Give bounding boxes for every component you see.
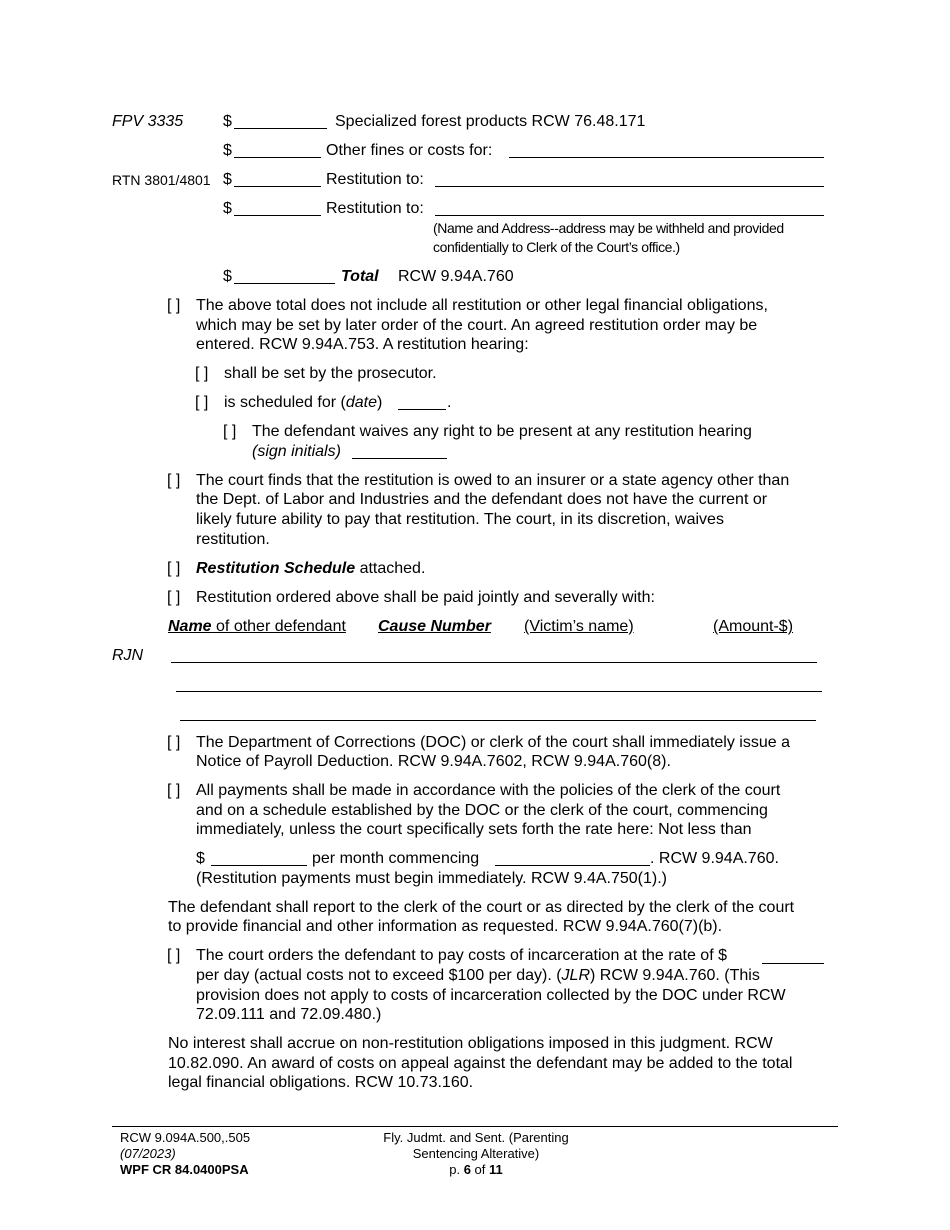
footer-title: Fly. Judmt. and Sent. (Parenting: [383, 1130, 569, 1145]
initials-blank[interactable]: [352, 458, 447, 459]
restitution-to-label-2: Restitution to:: [326, 200, 424, 217]
code-rjn: RJN: [112, 647, 144, 664]
checkbox[interactable]: [ ]: [167, 297, 181, 314]
code-fpv: FPV 3335: [112, 113, 184, 130]
name-address-note: (Name and Address--address may be withheld and provided: [433, 220, 784, 236]
restitution-schedule-text: Restitution Schedule attached.: [196, 560, 426, 577]
col-name-header: Name of other defendant: [168, 618, 346, 635]
interest-text: No interest shall accrue on non-restitution obligations imposed in this judgment. RCW: [168, 1035, 773, 1052]
not-include-text: entered. RCW 9.94A.753. A restitution hearing:: [196, 336, 529, 353]
other-costs-blank[interactable]: [509, 157, 824, 158]
codefendant-line-1[interactable]: [171, 662, 817, 663]
per-month-text: per month commencing: [312, 850, 480, 867]
forest-products-label: Specialized forest products RCW 76.48.171: [335, 113, 646, 130]
sign-initials-label: (sign initials): [252, 443, 341, 460]
interest-text: legal financial obligations. RCW 10.73.160.: [168, 1074, 474, 1091]
jointly-text: Restitution ordered above shall be paid jointly and severally with:: [196, 589, 655, 606]
commencing-date-blank[interactable]: [495, 865, 650, 866]
amount-blank-other[interactable]: [234, 157, 321, 158]
codefendant-line-2[interactable]: [176, 691, 822, 692]
total-label: Total: [341, 268, 379, 285]
footer-rcw: RCW 9.094A.500,.505: [120, 1130, 251, 1145]
amount-blank-total[interactable]: [234, 283, 335, 284]
checkbox[interactable]: [ ]: [167, 472, 181, 489]
col-cause-header: Cause Number: [378, 618, 491, 635]
col-victim-header: (Victim’s name): [524, 618, 634, 635]
incarceration-rate-blank[interactable]: [762, 963, 824, 964]
scheduled-for-text: is scheduled for (date): [224, 394, 383, 411]
waives-right-text: The defendant waives any right to be present at any restitution hearing: [252, 423, 752, 440]
checkbox[interactable]: [ ]: [167, 782, 181, 799]
amount-blank-restitution-1[interactable]: [234, 186, 321, 187]
all-payments-text: and on a schedule established by the DOC or the clerk of the court, commencing: [196, 802, 768, 819]
checkbox[interactable]: [ ]: [167, 589, 181, 606]
checkbox[interactable]: [ ]: [167, 734, 181, 751]
footer-page-number: p. 6 of 11: [449, 1162, 503, 1177]
not-include-text: The above total does not include all restitution or other legal financial obligations,: [196, 297, 768, 314]
name-address-note: confidentially to Clerk of the Court’s office.): [433, 239, 680, 255]
restitution-to-blank-1[interactable]: [435, 186, 824, 187]
doc-text: The Department of Corrections (DOC) or clerk of the court shall immediately issue a: [196, 734, 790, 751]
dollar-sign: $: [196, 850, 205, 867]
footer-title: Sentencing Alterative): [412, 1146, 540, 1161]
restitution-to-blank-2[interactable]: [435, 215, 824, 216]
all-payments-text: immediately, unless the court specifically sets forth the rate here: Not less than: [196, 821, 752, 838]
checkbox[interactable]: [ ]: [195, 365, 209, 382]
insurer-text: restitution.: [196, 531, 270, 548]
all-payments-text: All payments shall be made in accordance with the policies of the clerk of the court: [196, 782, 781, 799]
set-by-prosecutor-text: shall be set by the prosecutor.: [224, 365, 437, 382]
insurer-text: The court finds that the restitution is owed to an insurer or a state agency other than: [196, 472, 790, 489]
footer-divider: [112, 1126, 838, 1127]
codefendant-line-3[interactable]: [180, 720, 816, 721]
dollar-sign: $: [223, 113, 232, 130]
amount-blank-restitution-2[interactable]: [234, 215, 321, 216]
report-text: The defendant shall report to the clerk of the court or as directed by the clerk of the court: [168, 899, 795, 916]
monthly-amount-blank[interactable]: [211, 865, 307, 866]
total-rcw: RCW 9.94A.760: [398, 268, 514, 285]
insurer-text: likely future ability to pay that restitution. The court, in its discretion, waives: [196, 511, 724, 528]
dollar-sign: $: [223, 142, 232, 159]
dollar-sign: $: [223, 200, 232, 217]
code-rtn: RTN 3801/4801: [112, 172, 211, 188]
begin-immediately-text: (Restitution payments must begin immediately. RCW 9.4A.750(1).): [196, 870, 667, 887]
dollar-sign: $: [223, 171, 232, 188]
interest-text: 10.82.090. An award of costs on appeal against the defendant may be added to the total: [168, 1055, 793, 1072]
incarceration-text: 72.09.111 and 72.09.480.): [196, 1006, 382, 1023]
not-include-text: which may be set by later order of the court. An agreed restitution order may be: [196, 317, 758, 334]
checkbox[interactable]: [ ]: [167, 947, 181, 964]
checkbox[interactable]: [ ]: [195, 394, 209, 411]
incarceration-text: per day (actual costs not to exceed $100 per day). (JLR) RCW 9.94A.760. (This: [196, 967, 760, 984]
footer-form-number: WPF CR 84.0400PSA: [120, 1162, 249, 1177]
dollar-sign: $: [223, 268, 232, 285]
incarceration-text: provision does not apply to costs of incarceration collected by the DOC under RCW: [196, 987, 786, 1004]
restitution-to-label-1: Restitution to:: [326, 171, 424, 188]
col-amount-header: (Amount-$): [713, 618, 794, 635]
checkbox[interactable]: [ ]: [167, 560, 181, 577]
other-costs-label: Other fines or costs for:: [326, 142, 493, 159]
doc-text: Notice of Payroll Deduction. RCW 9.94A.7602, RCW 9.94A.760(8).: [196, 753, 671, 770]
footer-date: (07/2023): [120, 1146, 176, 1161]
amount-blank-forest[interactable]: [234, 128, 327, 129]
insurer-text: the Dept. of Labor and Industries and the defendant does not have the current or: [196, 491, 768, 508]
hearing-date-blank[interactable]: [398, 409, 446, 410]
incarceration-text: The court orders the defendant to pay costs of incarceration at the rate of $: [196, 947, 727, 964]
checkbox[interactable]: [ ]: [223, 423, 237, 440]
report-text: to provide financial and other information as requested. RCW 9.94A.760(7)(b).: [168, 918, 723, 935]
rate-rcw-text: . RCW 9.94A.760.: [650, 850, 779, 867]
